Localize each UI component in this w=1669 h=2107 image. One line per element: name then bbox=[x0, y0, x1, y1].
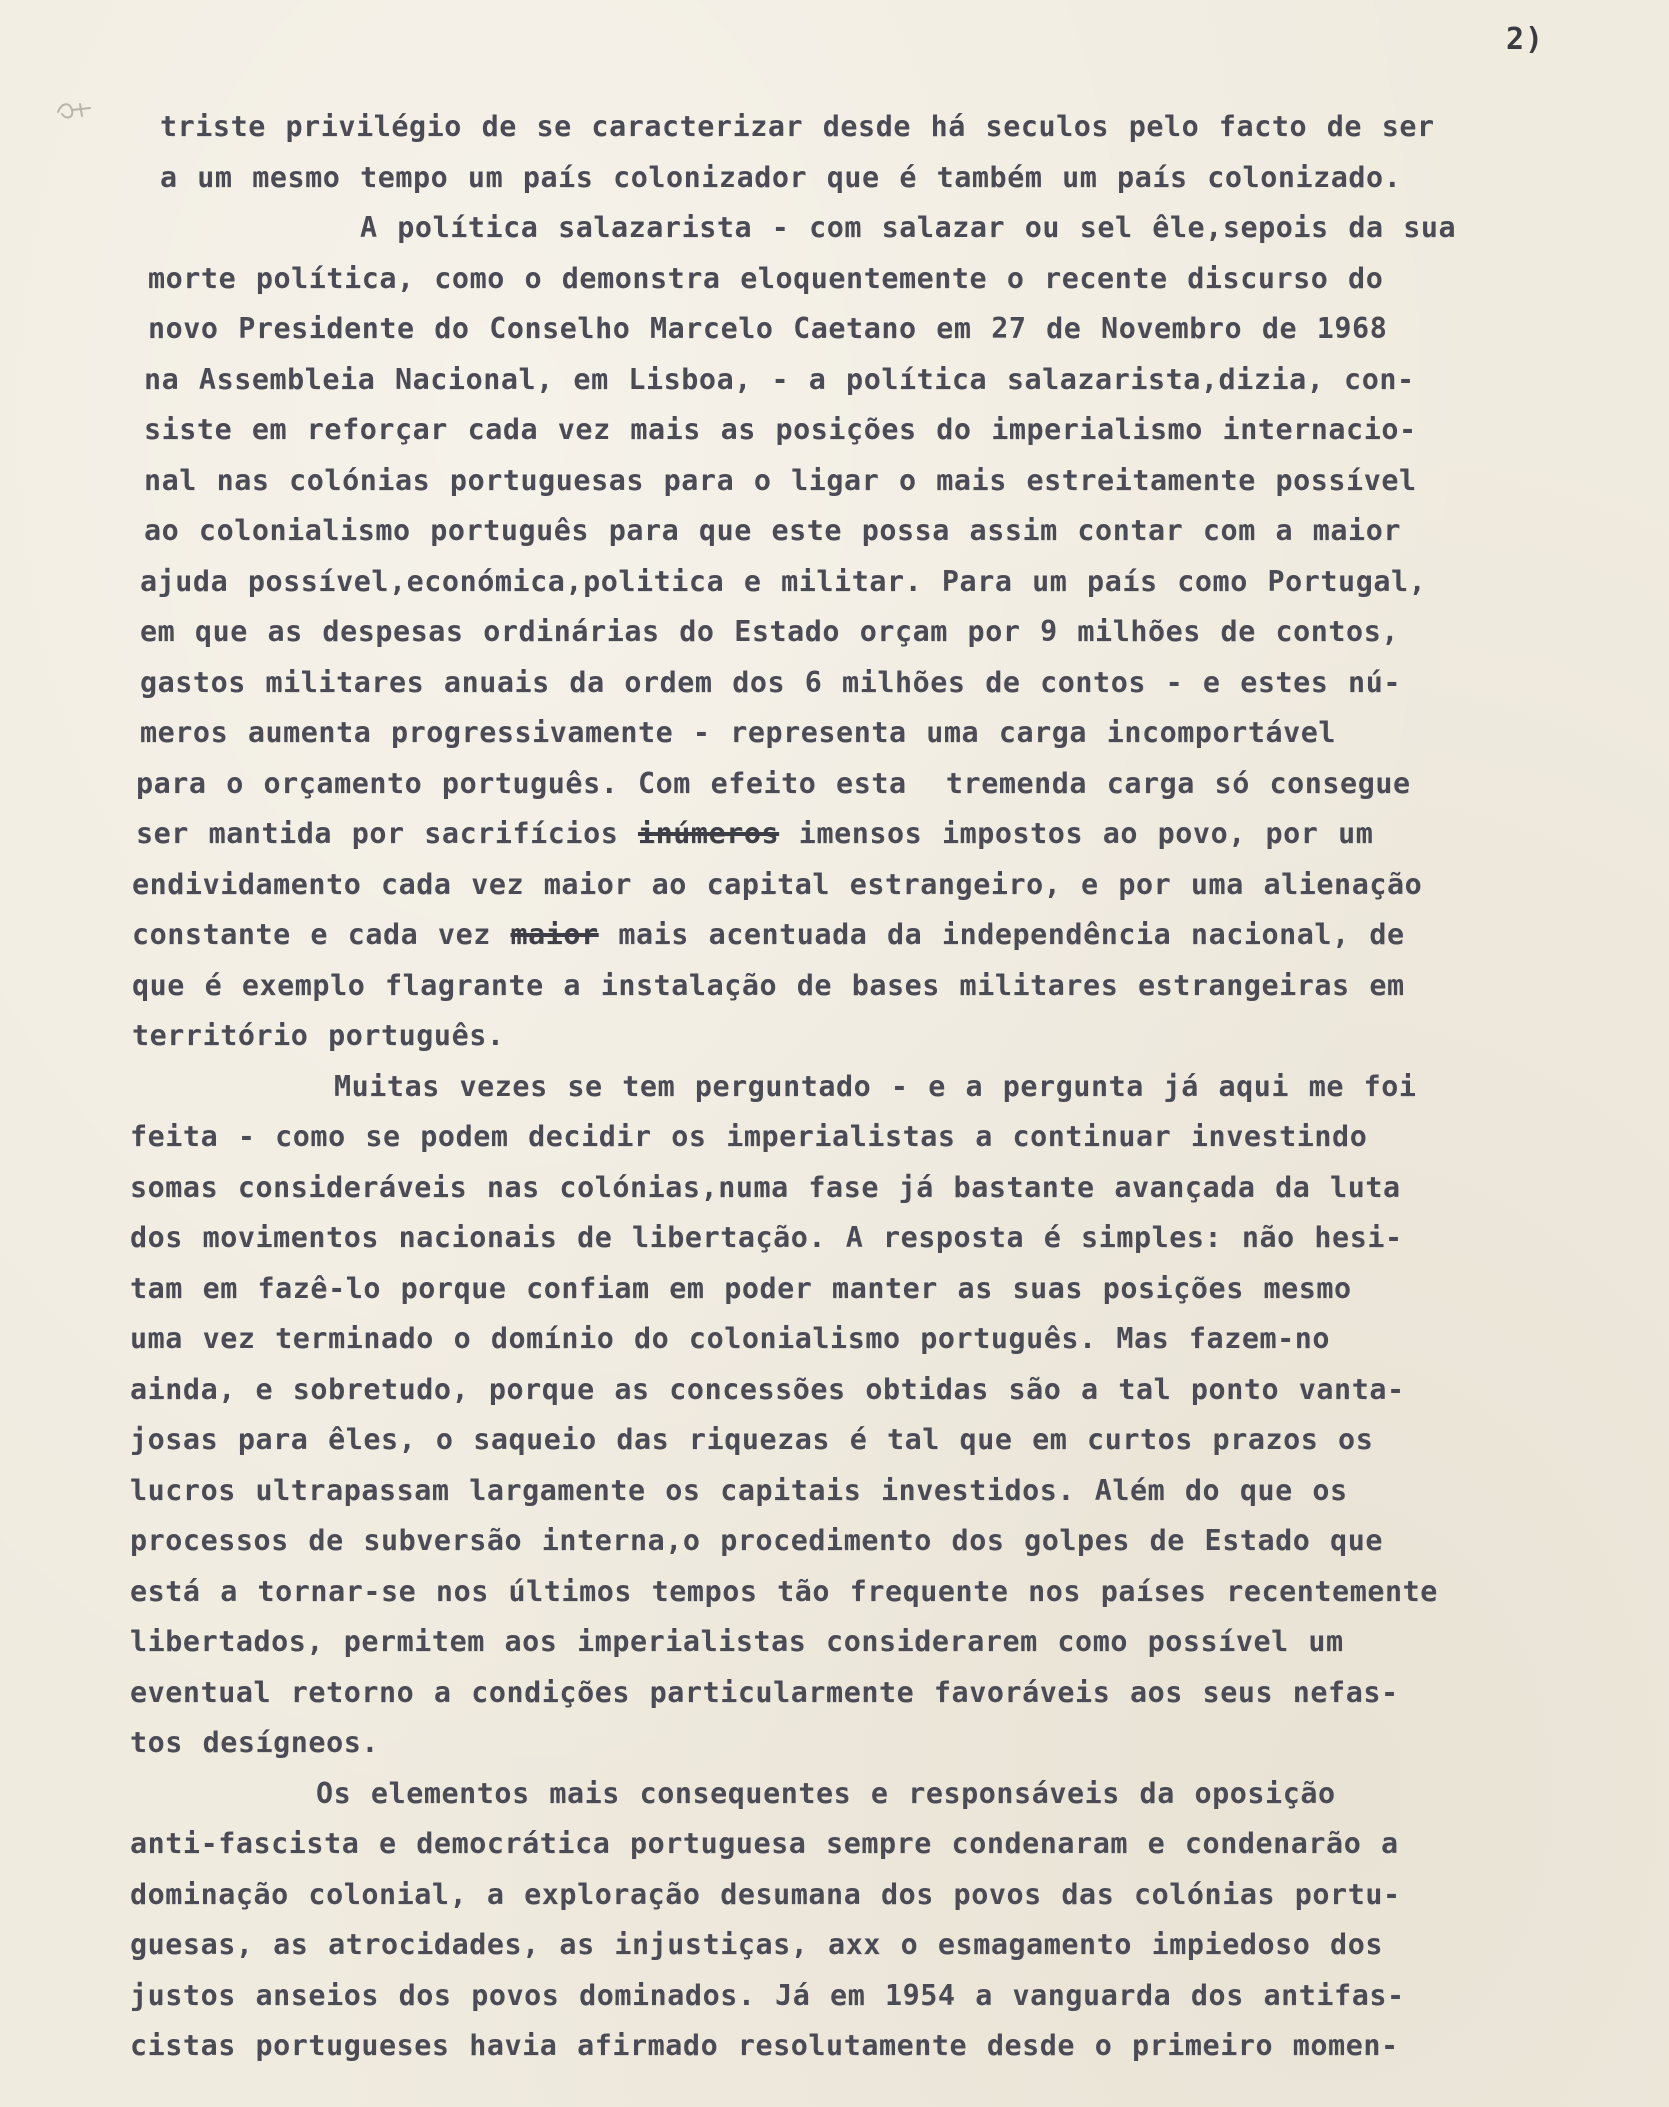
text-line: ainda, e sobretudo, porque as concessões obtidas são a tal ponto vanta- bbox=[130, 1372, 1405, 1406]
text-line: para o orçamento português. Com efeito esta tremenda carga só consegue bbox=[136, 766, 1411, 800]
text-line: feita - como se podem decidir os imperialistas a continuar investindo bbox=[130, 1120, 1368, 1153]
page-number: 2) bbox=[1506, 22, 1545, 57]
text-line: ajuda possível,económica,politica e militar. Para um país como Portugal, bbox=[140, 564, 1427, 598]
text-line: cistas portugueses havia afirmado resolutamente desde o primeiro momen- bbox=[130, 2029, 1399, 2062]
text-line: nal nas colónias portuguesas para o ligar o mais estreitamente possível bbox=[144, 463, 1417, 497]
text-line: morte política, como o demonstra eloquentemente o recente discurso do bbox=[148, 261, 1384, 295]
text-line: tam em fazê-lo porque confiam em poder manter as suas posições mesmo bbox=[130, 1271, 1352, 1305]
margin-pencil-mark-icon bbox=[52, 96, 96, 126]
text-line: endividamento cada vez maior ao capital estrangeiro, e por uma alienação bbox=[132, 867, 1423, 901]
text-line: uma vez terminado o domínio do colonialismo português. Mas fazem-no bbox=[130, 1322, 1331, 1355]
text-line: está a tornar-se nos últimos tempos tão frequente nos países recentemente bbox=[130, 1574, 1438, 1608]
text-line: Os elementos mais consequentes e responsáveis da oposição bbox=[316, 1776, 1336, 1810]
text-line: dominação colonial, a exploração desumana dos povos das colónias portu- bbox=[130, 1877, 1401, 1911]
typed-body-text bbox=[130, 102, 1660, 2072]
text-line: siste em reforçar cada vez mais as posições do imperialismo internacio- bbox=[144, 413, 1417, 446]
text-line: a um mesmo tempo um país colonizador que é também um país colonizado. bbox=[160, 160, 1402, 194]
text-line: triste privilégio de se caracterizar desde há seculos pelo facto de ser bbox=[160, 110, 1435, 143]
text-line: na Assembleia Nacional, em Lisboa, - a política salazarista,dizia, con- bbox=[144, 362, 1415, 396]
text-line: meros aumenta progressivamente - representa uma carga incomportável bbox=[140, 716, 1337, 749]
text-line: Muitas vezes se tem perguntado - e a pergunta já aqui me foi bbox=[334, 1069, 1417, 1103]
text-line: território português. bbox=[132, 1019, 505, 1052]
text-line: lucros ultrapassam largamente os capitais investidos. Além do que os bbox=[130, 1473, 1348, 1507]
struck-word: maior bbox=[510, 918, 599, 951]
text-line: tos desígneos. bbox=[130, 1726, 379, 1759]
text-line: guesas, as atrocidades, as injustiças, axx o esmagamento impiedoso dos bbox=[130, 1928, 1383, 1961]
text-line: josas para êles, o saqueio das riquezas é tal que em curtos prazos os bbox=[130, 1423, 1374, 1456]
text-line: anti-fascista e democrática portuguesa sempre condenaram e condenarão a bbox=[130, 1827, 1399, 1860]
text-line: constante e cada vez maior mais acentuada da independência nacional, de bbox=[132, 918, 1405, 951]
text-line: justos anseios dos povos dominados. Já em 1954 a vanguarda dos antifas- bbox=[130, 1978, 1405, 2012]
text-line: dos movimentos nacionais de libertação. A resposta é simples: não hesi- bbox=[130, 1221, 1403, 1254]
text-line: eventual retorno a condições particularmente favoráveis aos seus nefas- bbox=[130, 1675, 1399, 1709]
text-line: em que as despesas ordinárias do Estado orçam por 9 milhões de contos, bbox=[140, 615, 1399, 648]
text-line: somas consideráveis nas colónias,numa fase já bastante avançada da luta bbox=[130, 1170, 1401, 1204]
text-line: que é exemplo flagrante a instalação de bases militares estrangeiras em bbox=[132, 968, 1405, 1002]
text-line: A política salazarista - com salazar ou sel êle,sepois da sua bbox=[360, 211, 1457, 244]
text-line: ao colonialismo português para que este possa assim contar com a maior bbox=[144, 514, 1401, 547]
text-line: libertados, permitem aos imperialistas considerarem como possível um bbox=[130, 1625, 1344, 1658]
text-line: ser mantida por sacrifícios inúmeros imensos impostos ao povo, por um bbox=[136, 817, 1374, 850]
text-line: processos de subversão interna,o procedimento dos golpes de Estado que bbox=[130, 1524, 1383, 1557]
text-line: novo Presidente do Conselho Marcelo Caetano em 27 de Novembro de 1968 bbox=[148, 312, 1388, 345]
text-line: gastos militares anuais da ordem dos 6 milhões de contos - e estes nú- bbox=[140, 665, 1401, 699]
struck-word: inúmeros bbox=[638, 817, 780, 850]
